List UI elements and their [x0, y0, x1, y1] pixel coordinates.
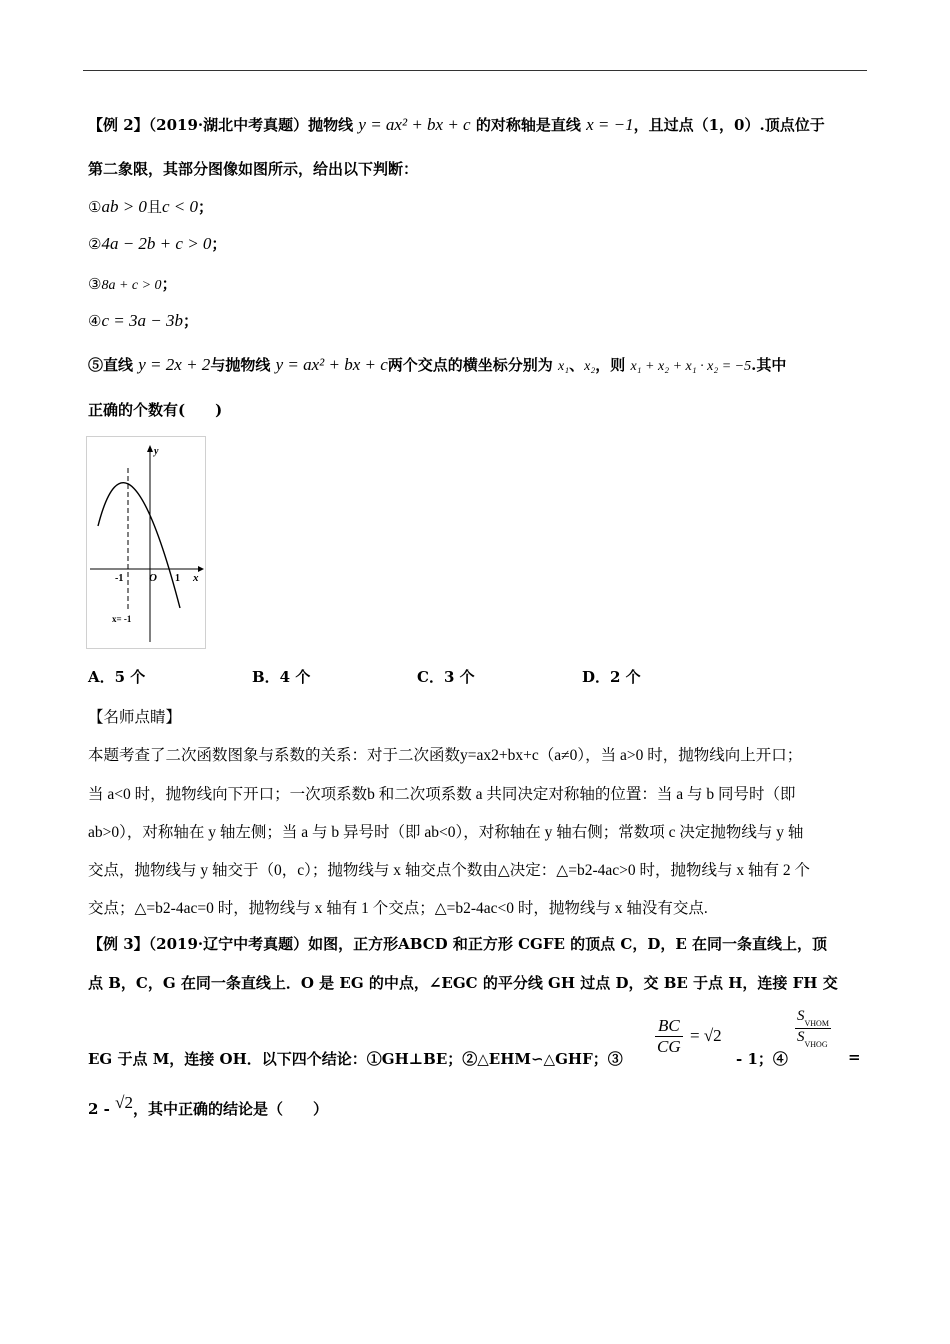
statement-text: ，则 [595, 356, 626, 374]
header-rule [83, 70, 867, 71]
statement-text: ； [182, 312, 198, 330]
option-a: A．5 个 [88, 668, 146, 686]
area-symbol: S [797, 1008, 805, 1024]
area-subscript: VHOG [804, 1040, 828, 1049]
ex3-line3-equals: = [848, 1048, 861, 1066]
statement-number: ⑤ [88, 356, 104, 374]
fraction-denominator [795, 1028, 831, 1049]
fraction-area-ratio [795, 1008, 831, 1049]
parabola-graph [86, 436, 206, 650]
statement-1 [88, 196, 213, 217]
math-expr: y = 2x + 2 [138, 355, 211, 374]
fraction-rhs: = √2 [690, 1026, 722, 1045]
teacher-note-line: 本题考查了二次函数图象与系数的关系：对于二次函数y=ax2+bx+c（a≠0），当 a>0 时，抛物线向上开口； [88, 747, 803, 764]
math-expr: y = ax² + bx + c [275, 355, 388, 374]
ex2-text: 抛物线 [308, 116, 354, 134]
graph-frame [87, 437, 206, 649]
ex2-line1 [88, 114, 825, 135]
math-expr: 4a − 2b + c > 0 [101, 234, 212, 253]
ex3-text: ，其中正确的结论是（ ） [132, 1100, 328, 1118]
statement-text: 、 [569, 356, 585, 374]
ex2-text: 的对称轴是直线 [475, 116, 581, 134]
math-expr: x₁ [558, 359, 570, 374]
y-axis-label: y [154, 446, 159, 457]
statement-number: ② [88, 235, 102, 253]
statement-text: ； [211, 235, 227, 253]
ex3-line1: 【例 3】（2019·辽宁中考真题）如图，正方形ABCD 和正方形 CGFE 的顶点 C，D，E 在同一条直线上，顶 [88, 935, 827, 953]
statement-text: 直线 [103, 356, 134, 374]
ex3-line3: EG 于点 M，连接 OH．以下四个结论：①GH⊥BE；②△EHM∽△GHF；③ [88, 1050, 623, 1068]
ex3-line3-part2: - 1；④ [736, 1050, 788, 1068]
teacher-note-line: 交点，抛物线与 y 轴交于（0，c）；抛物线与 x 轴交点个数由△决定：△=b2-4ac>0 时，抛物线与 x 轴有 2 个 [88, 862, 811, 879]
origin-label: O [149, 572, 157, 584]
statement-number: ① [88, 198, 102, 216]
ex2-question: 正确的个数有( ) [88, 401, 223, 419]
statement-number: ④ [88, 312, 102, 330]
teacher-note-line: ab>0），对称轴在 y 轴左侧；当 a 与 b 异号时（即 ab<0），对称轴在 y 轴右侧；常数项 c 决定抛物线与 y 轴 [88, 824, 804, 841]
statement-text: ； [197, 198, 213, 216]
option-b: B．4 个 [252, 668, 311, 686]
x-axis-label: x [193, 572, 199, 584]
statement-text: ； [161, 275, 177, 293]
math-expr: c < 0 [161, 197, 198, 216]
option-c: C．3 个 [417, 668, 475, 686]
math-expr: x₂ [584, 359, 596, 374]
fraction-numerator: BC [657, 1016, 680, 1035]
statement-text: 与抛物线 [210, 356, 271, 374]
statement-4 [88, 310, 198, 331]
area-symbol: S [797, 1029, 805, 1045]
statement-3 [88, 273, 177, 294]
symmetry-axis-label: x= -1 [112, 614, 132, 624]
ex2-source: （2019·湖北中考真题） [148, 116, 309, 134]
math-expr: 8a + c > 0 [101, 278, 162, 293]
teacher-note-line: 交点；△=b2-4ac=0 时，抛物线与 x 轴有 1 个交点；△=b2-4ac<0 时，抛物线与 x 轴没有交点. [88, 900, 708, 917]
math-expr: c = 3a − 3b [101, 311, 183, 330]
ex3-line2: 点 B，C，G 在同一条直线上．O 是 EG 的中点，∠EGC 的平分线 GH 过点 D，交 BE 于点 H，连接 FH 交 [88, 974, 838, 992]
tick-neg1-label: -1 [115, 573, 124, 584]
statement-text: 两个交点的横坐标分别为 [387, 356, 553, 374]
axis-equation: x = −1 [586, 115, 634, 134]
teacher-note-line: 当 a<0 时，抛物线向下开口；一次项系数b 和二次项系数 a 共同决定对称轴的位置：当 a 与 b 同号时（即 [88, 786, 796, 803]
parabola-equation: y = ax² + bx + c [358, 115, 471, 134]
tick-1-label: 1 [175, 573, 180, 584]
statement-text: .其中 [751, 356, 787, 374]
statement-2 [88, 233, 226, 254]
ex2-head: 【例 2】 [88, 116, 149, 134]
math-expr: ab > 0 [101, 197, 147, 216]
ex3-text: 2 - [88, 1100, 110, 1118]
sqrt-two: √2 [115, 1093, 133, 1112]
ex3-line4 [88, 1093, 328, 1119]
ex2-line2: 第二象限，其部分图像如图所示，给出以下判断： [88, 160, 419, 178]
fraction-denominator: CG [657, 1037, 681, 1056]
statement-5 [88, 354, 786, 375]
math-expr: x₁ + x₂ + x₁ · x₂ = −5 [630, 359, 752, 374]
fraction-bc-cg [655, 1016, 683, 1057]
teacher-note-title: 【名师点睛】 [88, 709, 182, 726]
ex2-text: ，且过点（1，0）.顶点位于 [633, 116, 825, 134]
area-subscript: VHOM [804, 1019, 829, 1028]
fraction-numerator [795, 1008, 831, 1028]
statement-number: ③ [88, 275, 102, 293]
option-d: D．2 个 [582, 668, 641, 686]
statement-text: 且 [146, 198, 162, 216]
